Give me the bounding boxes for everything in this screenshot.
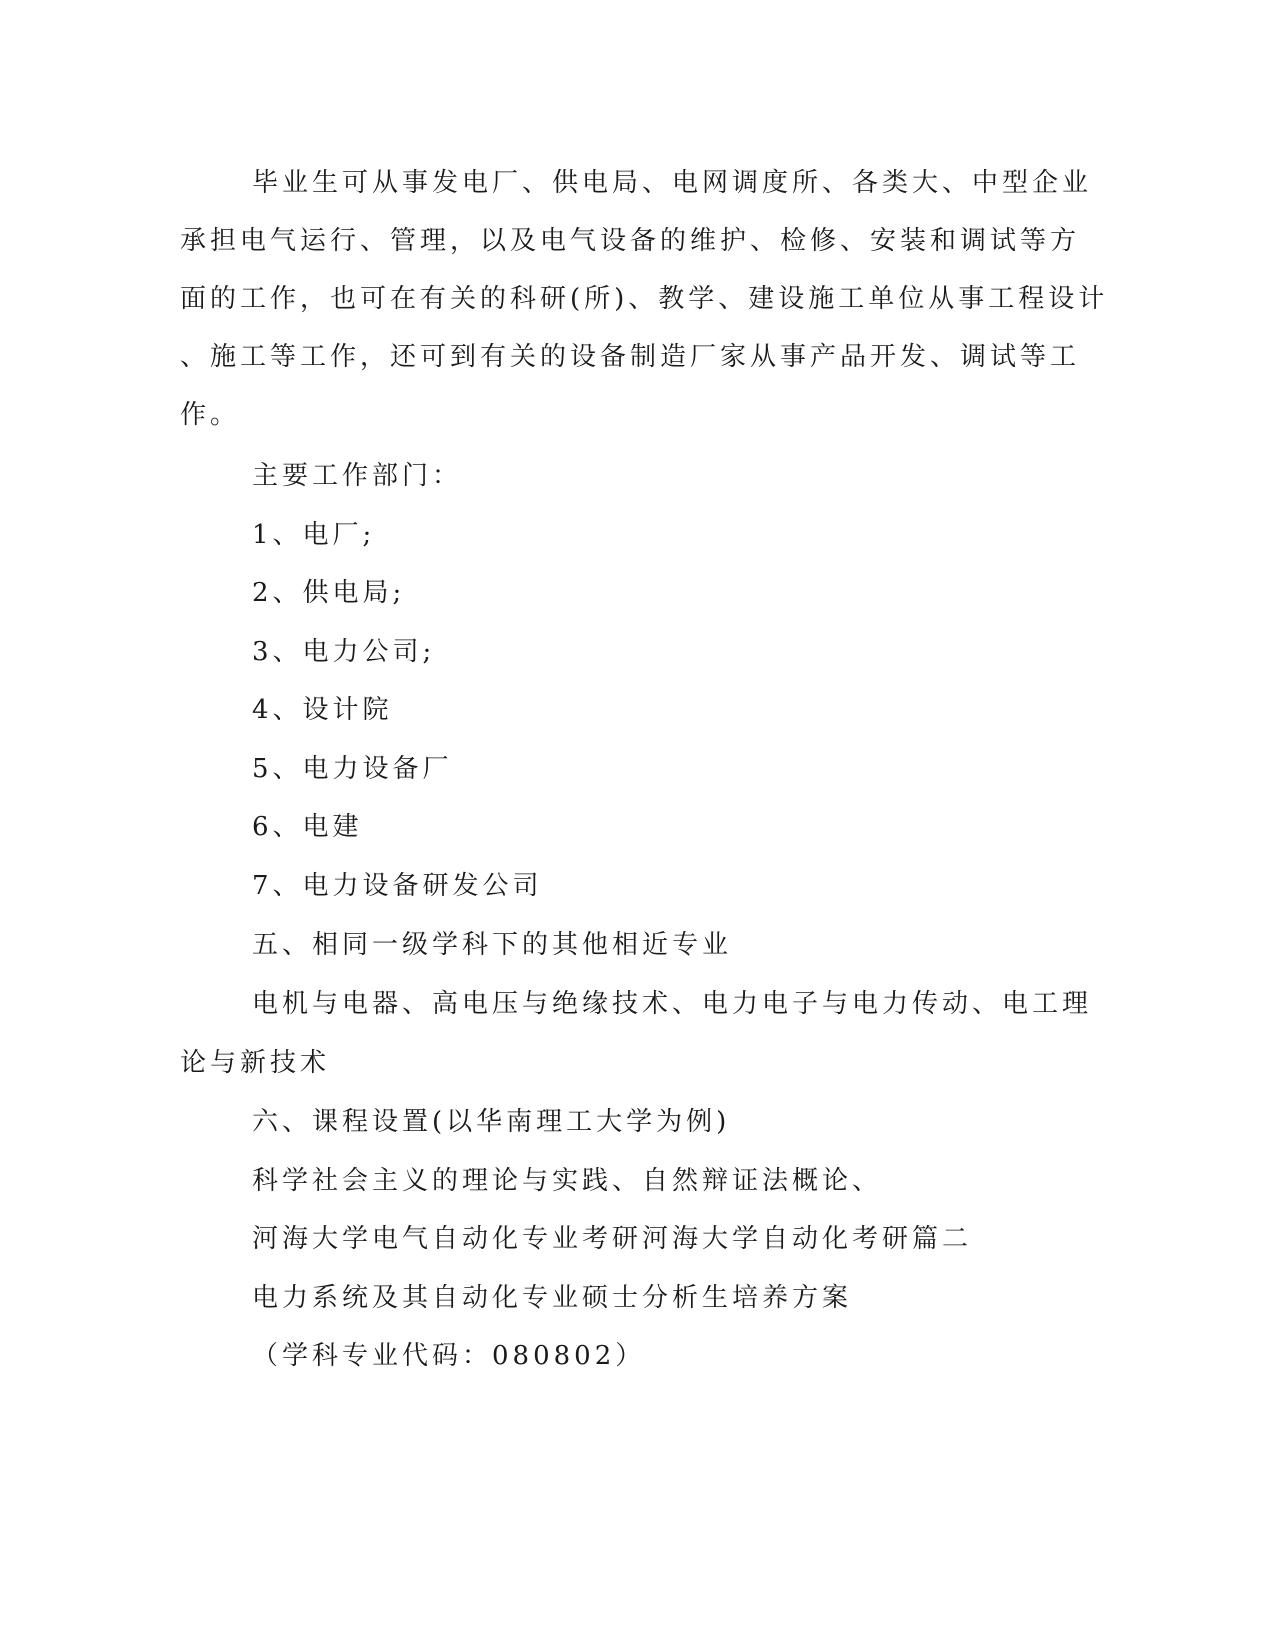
section-heading: 主要工作部门：	[252, 461, 463, 491]
list-item: 5、电力设备厂	[252, 754, 453, 784]
list-item: 7、电力设备研发公司	[252, 871, 543, 901]
section-heading: 六、课程设置(以华南理工大学为例)	[252, 1107, 731, 1137]
paragraph-line: 电力系统及其自动化专业硕士分析生培养方案	[252, 1283, 853, 1313]
paragraph-line: 河海大学电气自动化专业考研河海大学自动化考研篇二	[252, 1224, 973, 1254]
list-item: 1、电厂;	[252, 520, 376, 550]
paragraph-line: 作。	[180, 400, 241, 430]
paragraph-line: 承担电气运行、管理，以及电气设备的维护、检修、安装和调试等方	[180, 226, 1081, 256]
list-item: 6、电建	[252, 812, 363, 842]
paragraph-line: 面的工作，也可在有关的科研(所)、教学、建设施工单位从事工程设计	[180, 284, 1109, 314]
list-item: 4、设计院	[252, 695, 393, 725]
paragraph-line: 科学社会主义的理论与实践、自然辩证法概论、	[252, 1166, 883, 1196]
paragraph-line: 电机与电器、高电压与绝缘技术、电力电子与电力传动、电工理	[252, 989, 1093, 1019]
section-heading: 五、相同一级学科下的其他相近专业	[252, 930, 733, 960]
paragraph-line: 毕业生可从事发电厂、供电局、电网调度所、各类大、中型企业	[252, 168, 1093, 198]
paragraph-line: 、施工等工作，还可到有关的设备制造厂家从事产品开发、调试等工	[180, 342, 1081, 372]
list-item: 3、电力公司;	[252, 637, 436, 667]
list-item: 2、供电局;	[252, 578, 406, 608]
paragraph-line: （学科专业代码：080802）	[252, 1341, 646, 1371]
paragraph-line: 论与新技术	[180, 1048, 331, 1078]
